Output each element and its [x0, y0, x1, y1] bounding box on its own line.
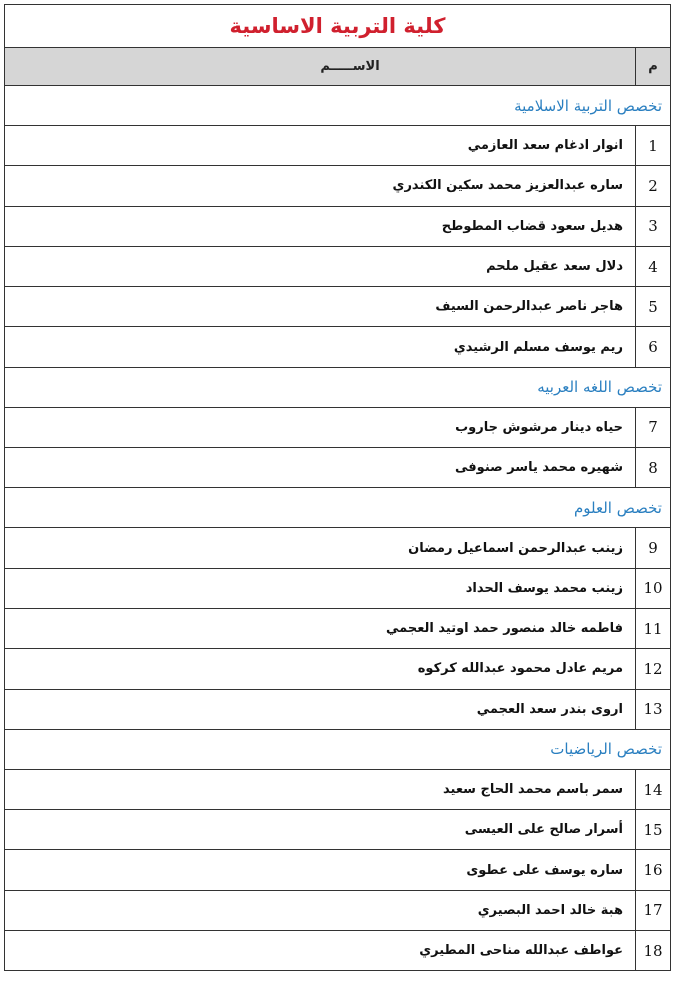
table-row: [5, 770, 670, 810]
row-number: 8: [635, 448, 670, 487]
row-number: 18: [635, 931, 670, 970]
table-row: [5, 126, 670, 166]
table-body: [5, 86, 670, 971]
table-row: [5, 850, 670, 890]
row-name: انوار ادغام سعد العازمي: [467, 138, 623, 154]
row-name: دلال سعد عقيل ملحم: [486, 259, 623, 275]
row-name: عواطف عبدالله مناحى المطيري: [419, 943, 623, 959]
row-number: 17: [635, 891, 670, 930]
row-number: 15: [635, 810, 670, 849]
row-name: حياه دينار مرشوش جاروب: [455, 419, 623, 435]
row-name: أسرار صالح على العيسى: [464, 822, 623, 838]
table-row: [5, 690, 670, 730]
section-heading: تخصص الرياضيات: [5, 730, 670, 770]
row-name: ريم يوسف مسلم الرشيدي: [453, 339, 623, 355]
table-row: [5, 931, 670, 971]
row-name: ساره يوسف على عطوى: [466, 862, 623, 878]
table-row: [5, 247, 670, 287]
table-row: [5, 528, 670, 568]
page-title: كلية التربية الاساسية: [5, 5, 670, 48]
section-heading: تخصص التربية الاسلامية: [5, 86, 670, 126]
row-number: 11: [635, 609, 670, 648]
row-name: هاجر ناصر عبدالرحمن السيف: [435, 299, 623, 315]
table-row: [5, 810, 670, 850]
row-name: اروى بندر سعد العجمي: [476, 701, 623, 717]
row-name: سمر باسم محمد الحاج سعيد: [443, 782, 623, 797]
row-name: شهيره محمد ياسر صنوفى: [455, 460, 623, 476]
table-row: [5, 649, 670, 689]
name-list-table: [4, 4, 671, 971]
row-number: 3: [635, 207, 670, 246]
row-name: هديل سعود قضاب المطوطح: [441, 218, 623, 234]
row-name: زينب محمد يوسف الحداد: [465, 580, 623, 596]
row-name: فاطمه خالد منصور حمد اوتيد العجمي: [385, 621, 623, 637]
table-row: [5, 207, 670, 247]
row-name: هبة خالد احمد البصيري: [477, 902, 623, 918]
row-number: 10: [635, 569, 670, 608]
table-row: [5, 408, 670, 448]
row-number: 14: [635, 770, 670, 809]
row-name: ساره عبدالعزيز محمد سكين الكندري: [392, 178, 623, 194]
row-number: 2: [635, 166, 670, 205]
table-row: [5, 609, 670, 649]
table-row: [5, 569, 670, 609]
row-number: 13: [635, 690, 670, 729]
row-number: 4: [635, 247, 670, 286]
header-name: الاســـــم: [320, 59, 380, 74]
row-name: مريم عادل محمود عبدالله كركوه: [417, 661, 623, 677]
row-name: زينب عبدالرحمن اسماعيل رمضان: [408, 540, 623, 556]
section-heading: تخصص العلوم: [5, 488, 670, 528]
row-number: 6: [635, 327, 670, 366]
header-number: م: [635, 48, 670, 85]
row-number: 5: [635, 287, 670, 326]
table-row: [5, 891, 670, 931]
table-row: [5, 448, 670, 488]
row-number: 9: [635, 528, 670, 567]
table-row: [5, 287, 670, 327]
section-heading: تخصص اللغه العربيه: [5, 368, 670, 408]
table-row: [5, 166, 670, 206]
row-number: 7: [635, 408, 670, 447]
table-row: [5, 327, 670, 367]
row-number: 1: [635, 126, 670, 165]
row-number: 16: [635, 850, 670, 889]
table-header: [5, 48, 670, 86]
row-number: 12: [635, 649, 670, 688]
